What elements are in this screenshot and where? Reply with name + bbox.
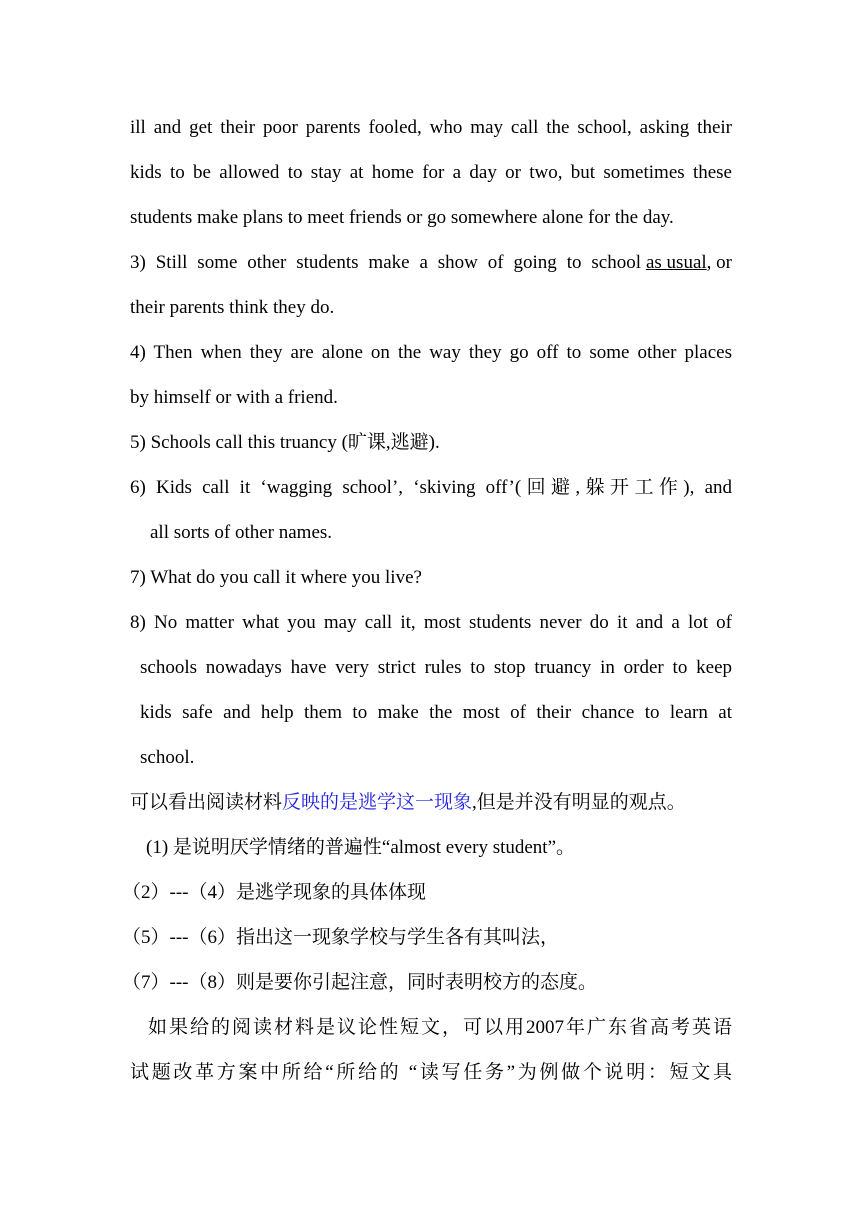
paragraph-line: （7）---（8）则是要你引起注意，同时表明校方的态度。 (122, 972, 597, 993)
paragraph-line: students make plans to meet friends or go somewhere alone for the day. (130, 207, 674, 228)
paragraph-line (130, 791, 686, 815)
paragraph-line: 5) Schools call this truancy (旷课,逃避). (130, 432, 440, 453)
paragraph-line: kids to be allowed to stay at home for a day or two, but sometimes these (130, 162, 732, 183)
underlined-phrase: as usual (645, 252, 707, 273)
paragraph-line: 如果给的阅读材料是议论性短文，可以用2007年广东省高考英语 (148, 1017, 732, 1038)
paragraph-line: schools nowadays have very strict rules to stop truancy in order to keep (140, 657, 732, 678)
paragraph-line: （5）---（6）指出这一现象学校与学生各有其叫法， (122, 927, 559, 948)
paragraph-line: ill and get their poor parents fooled, who may call the school, asking their (130, 117, 732, 138)
line-text: 3) Still some other students make a show of going to school (130, 252, 641, 273)
paragraph-line: kids safe and help them to make the most of their chance to learn at (140, 702, 732, 723)
paragraph-line: 7) What do you call it where you live? (130, 567, 422, 588)
paragraph-line: their parents think they do. (130, 297, 335, 318)
line-text: ,但是并没有明显的观点。 (472, 792, 686, 813)
paragraph-line: 6) Kids call it ‘wagging school’, ‘skiving off’(回避,躲开工作), and (130, 477, 732, 498)
paragraph-line: (1) 是说明厌学情绪的普遍性“almost every student”。 (146, 837, 576, 858)
line-text: 可以看出阅读材料 (130, 792, 283, 813)
paragraph-line: all sorts of other names. (150, 522, 333, 543)
paragraph-line: school. (140, 747, 195, 768)
paragraph-line: 4) Then when they are alone on the way they go off to some other places (130, 342, 732, 363)
paragraph-line: 8) No matter what you may call it, most students never do it and a lot of (130, 612, 732, 633)
paragraph-line: 试题改革方案中所给“所给的 “读写任务”为例做个说明：短文具 (130, 1062, 732, 1083)
highlighted-phrase: 反映的是逃学这一现象 (282, 792, 473, 813)
paragraph-line: （2）---（4）是逃学现象的具体体现 (122, 882, 426, 903)
paragraph-line (130, 251, 732, 275)
paragraph-line: by himself or with a friend. (130, 387, 338, 408)
line-text: , or (706, 252, 732, 273)
